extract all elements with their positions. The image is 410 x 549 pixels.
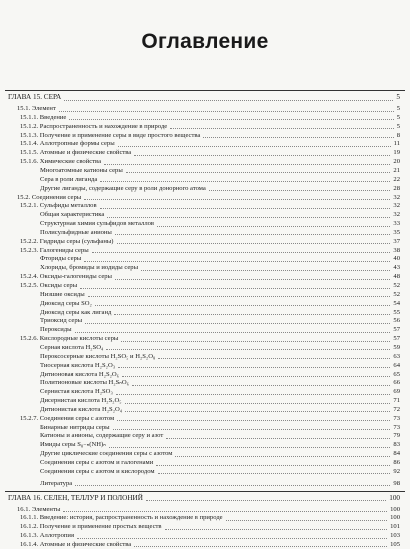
toc-page-number: 63 (393, 352, 400, 360)
toc-page-number: 48 (393, 273, 400, 281)
toc-leader-dots (118, 367, 390, 368)
toc-entry-title: 16.1.1. Введение: история, распространенность и нахождение в природе (20, 514, 223, 522)
toc-page-number: 38 (393, 246, 400, 254)
toc-entry-title: 15.2.5. Оксиды серы (20, 282, 78, 289)
toc-entry-title: 15.2.1. Сульфиды металлов (20, 202, 97, 210)
toc-row[interactable] (0, 184, 410, 193)
toc-row[interactable] (0, 513, 410, 522)
toc-row[interactable] (0, 449, 410, 458)
toc-entry-title: Дитионистая кислота H₂S₂O₄ (40, 405, 123, 413)
toc-leader-dots (75, 332, 391, 333)
toc-leader-dots (117, 420, 390, 421)
toc-entry-title: 15.1.4. Аллотропные формы серы (20, 140, 115, 148)
toc-row[interactable] (0, 396, 410, 405)
toc-entry-title: Пероксиды (40, 326, 72, 334)
toc-page-number: 20 (393, 158, 400, 166)
toc-entry-title: Серная кислота H₂SO₄ (40, 343, 104, 351)
toc-entry-title: Дитионовая кислота H₂S₂O₆ (40, 370, 119, 378)
toc-leader-dots (134, 546, 387, 547)
toc-row[interactable] (0, 148, 410, 157)
toc-row[interactable] (0, 343, 410, 352)
toc-row[interactable] (0, 540, 410, 549)
toc-entry-title: 16.1. Элементы (17, 505, 61, 513)
toc-entry-title: ГЛАВА 16. СЕЛЕН, ТЕЛЛУР И ПОЛОНИЙ (8, 493, 143, 502)
toc-entry-title: Соединения серы с азотом и галогенами (40, 459, 154, 466)
toc-page-number: 72 (393, 405, 400, 413)
toc-page-number: 73 (393, 414, 400, 422)
toc-row[interactable] (0, 193, 410, 202)
toc-entry-title: 15.2.4. Оксиды-галогениды серы (20, 273, 112, 281)
toc-leader-dots (63, 511, 387, 512)
toc-entry-title: Низшие оксиды (40, 290, 85, 298)
toc-row[interactable] (0, 201, 410, 210)
toc-leader-dots (59, 111, 394, 112)
toc-row[interactable] (0, 352, 410, 361)
toc-page-number: 59 (393, 343, 400, 351)
toc-row[interactable] (0, 113, 410, 122)
toc-leader-dots (146, 500, 386, 501)
toc-page-number: 73 (393, 423, 400, 431)
toc-entry-title: Сернистая кислота H₂SO₃ (40, 388, 113, 396)
toc-row[interactable] (0, 254, 410, 263)
toc-leader-dots (92, 252, 391, 253)
toc-row[interactable] (0, 431, 410, 440)
toc-page-number: 100 (390, 505, 400, 513)
toc-page-number: 57 (393, 335, 400, 343)
toc-entry-title: Тиосерная кислота H₂S₂O₃ (40, 361, 116, 369)
toc-page-number: 52 (393, 282, 400, 289)
toc-leader-dots (109, 447, 391, 448)
toc-entry-title: 15.1.5. Атомные и физические свойства (20, 149, 132, 157)
toc-leader-dots (95, 305, 391, 306)
toc-page-number: 35 (393, 228, 400, 236)
toc-entry-title: 16.1.2. Получение и применение простых веществ (20, 523, 162, 531)
toc-leader-dots (121, 341, 390, 342)
toc-row[interactable] (0, 246, 410, 255)
toc-page-number: 21 (393, 166, 400, 174)
toc-leader-dots (115, 234, 391, 235)
toc-leader-dots (134, 155, 390, 156)
toc-leader-dots (80, 288, 390, 289)
toc-leader-dots (156, 465, 390, 466)
toc-page-number: 37 (393, 237, 400, 245)
toc-leader-dots (88, 296, 391, 297)
toc-page-number: 86 (393, 459, 400, 466)
toc-row[interactable] (0, 166, 410, 175)
toc-leader-dots (75, 485, 390, 486)
toc-page-number: 19 (393, 149, 400, 157)
toc-row[interactable] (0, 440, 410, 449)
toc-entry-title: 15.2.3. Галогениды серы (20, 246, 89, 254)
toc-entry-title: Многоатомные катионы серы (40, 166, 123, 174)
chapter-rule (5, 90, 405, 91)
toc-leader-dots (126, 172, 391, 173)
toc-row[interactable] (0, 387, 410, 396)
toc-leader-dots (100, 208, 391, 209)
toc-row[interactable] (0, 361, 410, 370)
toc-leader-dots (125, 411, 390, 412)
toc-row[interactable] (0, 316, 410, 325)
toc-leader-dots (100, 181, 390, 182)
toc-leader-dots (104, 164, 390, 165)
toc-row[interactable] (0, 405, 410, 414)
toc-row[interactable] (0, 272, 410, 281)
toc-entry-title: Структурная химия сульфидов металлов (40, 220, 155, 228)
toc-page-number: 5 (396, 105, 400, 112)
toc-entry-title: 15.2.6. Кислородные кислоты серы (20, 335, 119, 343)
toc-entry-title: 15.2. Соединения серы (17, 193, 82, 201)
toc-page-number: 98 (393, 479, 400, 487)
toc-chapter-row[interactable] (0, 494, 410, 503)
toc-leader-dots (77, 538, 387, 539)
toc-entry-title: Бинарные нитриды серы (40, 423, 110, 431)
toc-row[interactable] (0, 281, 410, 290)
toc-row[interactable] (0, 467, 410, 476)
toc-leader-dots (118, 146, 391, 147)
toc-entry-title: 15.1.1. Введение (20, 113, 67, 121)
toc-row[interactable] (0, 531, 410, 540)
toc-page-number: 22 (393, 175, 400, 183)
toc-page-number: 43 (393, 264, 400, 272)
toc-leader-dots (84, 261, 390, 262)
toc-entry-title: Литература (40, 479, 73, 487)
toc-entry-title: Общая характеристика (40, 211, 105, 219)
toc-leader-dots (125, 403, 391, 404)
toc-leader-dots (113, 429, 391, 430)
toc-page-number: 11 (393, 140, 400, 148)
toc-entry-title: Хлориды, бромиды и иодиды серы (40, 264, 139, 272)
toc-row[interactable] (0, 290, 410, 299)
toc-row[interactable] (0, 237, 410, 246)
toc-row[interactable] (0, 104, 410, 113)
toc-chapter-row[interactable] (0, 93, 410, 102)
toc-row[interactable] (0, 219, 410, 228)
toc-entry-title: ГЛАВА 15. СЕРА (8, 93, 62, 101)
toc-row[interactable] (0, 157, 410, 166)
toc-entry-title: Сера в роли лиганда (40, 175, 98, 183)
toc-page-number: 33 (393, 220, 400, 228)
toc-page-number: 40 (393, 255, 400, 263)
toc-leader-dots (158, 358, 390, 359)
toc-page-number: 52 (393, 290, 400, 298)
toc-entry-title: 16.1.3. Аллотропия (20, 532, 74, 540)
toc-row[interactable] (0, 299, 410, 308)
toc-page-number: 64 (393, 361, 400, 369)
toc-row[interactable] (0, 458, 410, 467)
toc-row[interactable] (0, 175, 410, 184)
toc-entry-title: 15.2.7. Соединения серы с азотом (20, 414, 115, 422)
toc-leader-dots (115, 279, 390, 280)
toc-entry-title: Имиды серы S₈₋ₙ(NH)ₙ (40, 441, 106, 449)
toc-row[interactable] (0, 131, 410, 140)
toc-page-number: 103 (390, 532, 400, 540)
toc-entry-title: 15.1. Элемент (17, 105, 56, 112)
toc-row[interactable] (0, 325, 410, 334)
toc-leader-dots (116, 394, 391, 395)
chapter-rule (5, 491, 405, 492)
toc-page-number: 84 (393, 450, 400, 458)
toc-row[interactable] (0, 522, 410, 531)
toc-leader-dots (64, 100, 393, 101)
toc-row[interactable] (0, 423, 410, 432)
toc-row[interactable] (0, 479, 410, 488)
toc-entry-title: Пероксосерные кислоты H₂SO₅ и H₂S₂O₈ (40, 352, 156, 360)
toc-page-number: 100 (389, 493, 400, 502)
toc-row[interactable] (0, 210, 410, 219)
toc-leader-dots (157, 226, 390, 227)
toc-page-number: 100 (390, 514, 400, 522)
toc-page-number: 69 (393, 388, 400, 396)
toc-entry-title: Фториды серы (40, 255, 82, 263)
toc-page-number: 71 (393, 397, 400, 405)
toc-entry-title: 15.1.6. Химические свойства (20, 158, 101, 166)
toc-leader-dots (141, 270, 390, 271)
toc-page-number: 5 (396, 93, 400, 101)
toc-leader-dots (122, 376, 390, 377)
toc-row[interactable] (0, 414, 410, 423)
page-title: Оглавление (141, 30, 269, 53)
toc-leader-dots (203, 137, 393, 138)
toc-page-number: 65 (393, 370, 400, 378)
toc-row[interactable] (0, 370, 410, 379)
toc-leader-dots (69, 119, 393, 120)
toc-leader-dots (170, 128, 393, 129)
toc-page-number: 54 (393, 299, 400, 307)
toc-leader-dots (117, 243, 391, 244)
toc-page-number: 83 (393, 441, 400, 449)
toc-page-number: 32 (393, 202, 400, 210)
toc-page-number: 57 (393, 326, 400, 334)
toc-page-number: 105 (390, 540, 400, 548)
toc-page-number: 5 (396, 113, 400, 121)
toc-page-number: 79 (393, 432, 400, 440)
toc-entry-title: Дисернистая кислота H₂S₂O₅ (40, 397, 122, 405)
toc-entry-title: 15.2.2. Гидриды серы (сульфаны) (20, 237, 114, 245)
toc-row[interactable] (0, 334, 410, 343)
toc-leader-dots (166, 438, 390, 439)
toc-leader-dots (226, 520, 388, 521)
toc-leader-dots (132, 385, 390, 386)
toc-row[interactable] (0, 308, 410, 317)
toc-page-number: 56 (393, 317, 400, 325)
toc-entry-title: Диоксид серы как лиганд (40, 308, 112, 316)
toc-page-number: 101 (390, 523, 400, 531)
toc-leader-dots (106, 349, 390, 350)
toc-entry-title: 15.1.3. Получение и применение серы в виде простого вещества (20, 131, 201, 139)
toc-entry-title: Другие лиганды, содержащие серу в роли донорного атома (40, 184, 206, 192)
toc-entry-title: 15.1.2. Распространенность и нахождение в природе (20, 122, 168, 130)
toc-leader-dots (165, 529, 388, 530)
toc-row[interactable] (0, 122, 410, 131)
toc-leader-dots (209, 190, 391, 191)
toc-entry-title: Политионовые кислоты H₂SₙO₆ (40, 379, 129, 387)
toc-leader-dots (84, 199, 390, 200)
toc-row[interactable] (0, 263, 410, 272)
toc-entry-title: Полисульфидные анионы (40, 228, 112, 236)
toc-leader-dots (107, 217, 390, 218)
toc-row[interactable] (0, 505, 410, 514)
toc-leader-dots (158, 473, 391, 474)
toc-page-number: 5 (396, 122, 400, 130)
toc-entry-title: Диоксид серы SO₂ (40, 299, 92, 307)
toc-row[interactable] (0, 228, 410, 237)
toc-entry-title: Катионы и анионы, содержащие серу и азот (40, 432, 164, 440)
toc-row[interactable] (0, 139, 410, 148)
toc-entry-title: Другие циклические соединения серы с азотом (40, 450, 173, 458)
toc-entry-title: Триоксид серы (40, 317, 83, 325)
toc-leader-dots (114, 314, 390, 315)
toc-page-number: 28 (393, 184, 400, 192)
toc-page-number: 55 (393, 308, 400, 316)
toc-page-number: 32 (393, 193, 400, 201)
toc-page-number: 32 (393, 211, 400, 219)
toc-entry-title: Соединения серы с азотом и кислородом (40, 467, 155, 475)
toc-entry-title: 16.1.4. Атомные и физические свойства (20, 540, 132, 548)
toc-row[interactable] (0, 378, 410, 387)
toc-page-number: 66 (393, 379, 400, 387)
toc-page-number: 92 (393, 467, 400, 475)
toc-page-number: 8 (396, 131, 400, 139)
toc-leader-dots (85, 323, 390, 324)
toc-leader-dots (175, 456, 390, 457)
